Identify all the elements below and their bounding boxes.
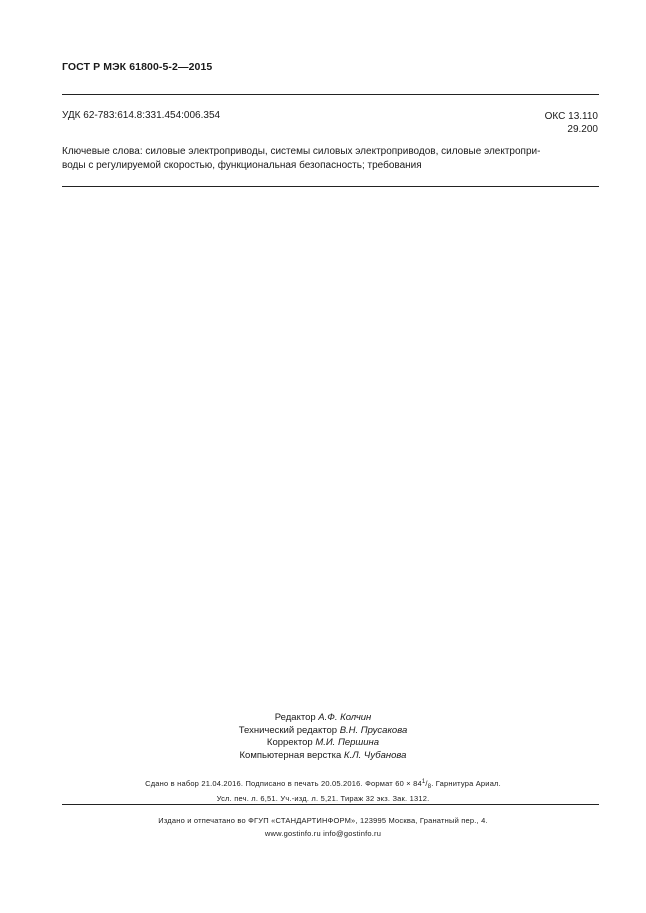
publisher-contacts: www.gostinfo.ru info@gostinfo.ru — [264, 829, 382, 838]
corrector-line — [0, 737, 646, 750]
keywords-divider — [62, 186, 599, 187]
layout-role: Компьютерная верстка — [239, 749, 342, 761]
format-slash: / — [425, 779, 428, 788]
oks-code-1: ОКС 13.110 — [544, 111, 598, 122]
tech-editor-name: В.Н. Прусакова — [339, 724, 408, 736]
corrector-name: М.И. Першина — [315, 737, 380, 748]
editors-block — [0, 712, 646, 762]
imprint-line-1 — [0, 776, 646, 793]
tech-editor-role: Технический редактор — [238, 724, 338, 736]
oks-codes — [545, 110, 598, 136]
tech-editor-line — [0, 725, 646, 738]
layout-name: К.Л. Чубанова — [343, 749, 407, 761]
corrector-role: Корректор — [266, 737, 313, 748]
keywords-line-1: Ключевые слова: силовые электроприводы, системы силовых электроприводов, силовые электропри- — [62, 146, 541, 157]
keywords-block — [62, 145, 599, 173]
format-numerator: 1 — [421, 779, 426, 785]
format-denominator: 8 — [427, 784, 432, 790]
imprint-line-1-suffix: . Гарнитура Ариал. — [431, 779, 501, 788]
top-divider — [62, 94, 599, 95]
publisher-block — [0, 814, 646, 840]
keywords-line-2: воды с регулируемой скоростью, функциональная безопасность; требования — [62, 160, 422, 171]
print-imprint — [0, 776, 646, 805]
editor-role: Редактор — [274, 712, 316, 723]
publisher-line-1: Издано и отпечатано во ФГУП «СТАНДАРТИНФОРМ», 123995 Москва, Гранатный пер., 4. — [158, 816, 488, 825]
imprint-line-2: Усл. печ. л. 6,51. Уч.-изд. л. 5,21. Тираж 32 экз. Зак. 1312. — [216, 794, 430, 803]
layout-line — [0, 750, 646, 763]
standard-header: ГОСТ Р МЭК 61800-5-2—2015 — [62, 61, 213, 73]
bottom-divider — [62, 804, 599, 805]
format-fraction — [422, 779, 431, 788]
imprint-line-1-prefix: Сдано в набор 21.04.2016. Подписано в печать 20.05.2016. Формат 60 × 84 — [145, 779, 422, 788]
editor-line — [0, 712, 646, 725]
editor-name: А.Ф. Колчин — [318, 712, 372, 723]
oks-code-2: 29.200 — [567, 124, 598, 135]
udk-code: УДК 62-783:614.8:331.454:006.354 — [62, 110, 221, 121]
